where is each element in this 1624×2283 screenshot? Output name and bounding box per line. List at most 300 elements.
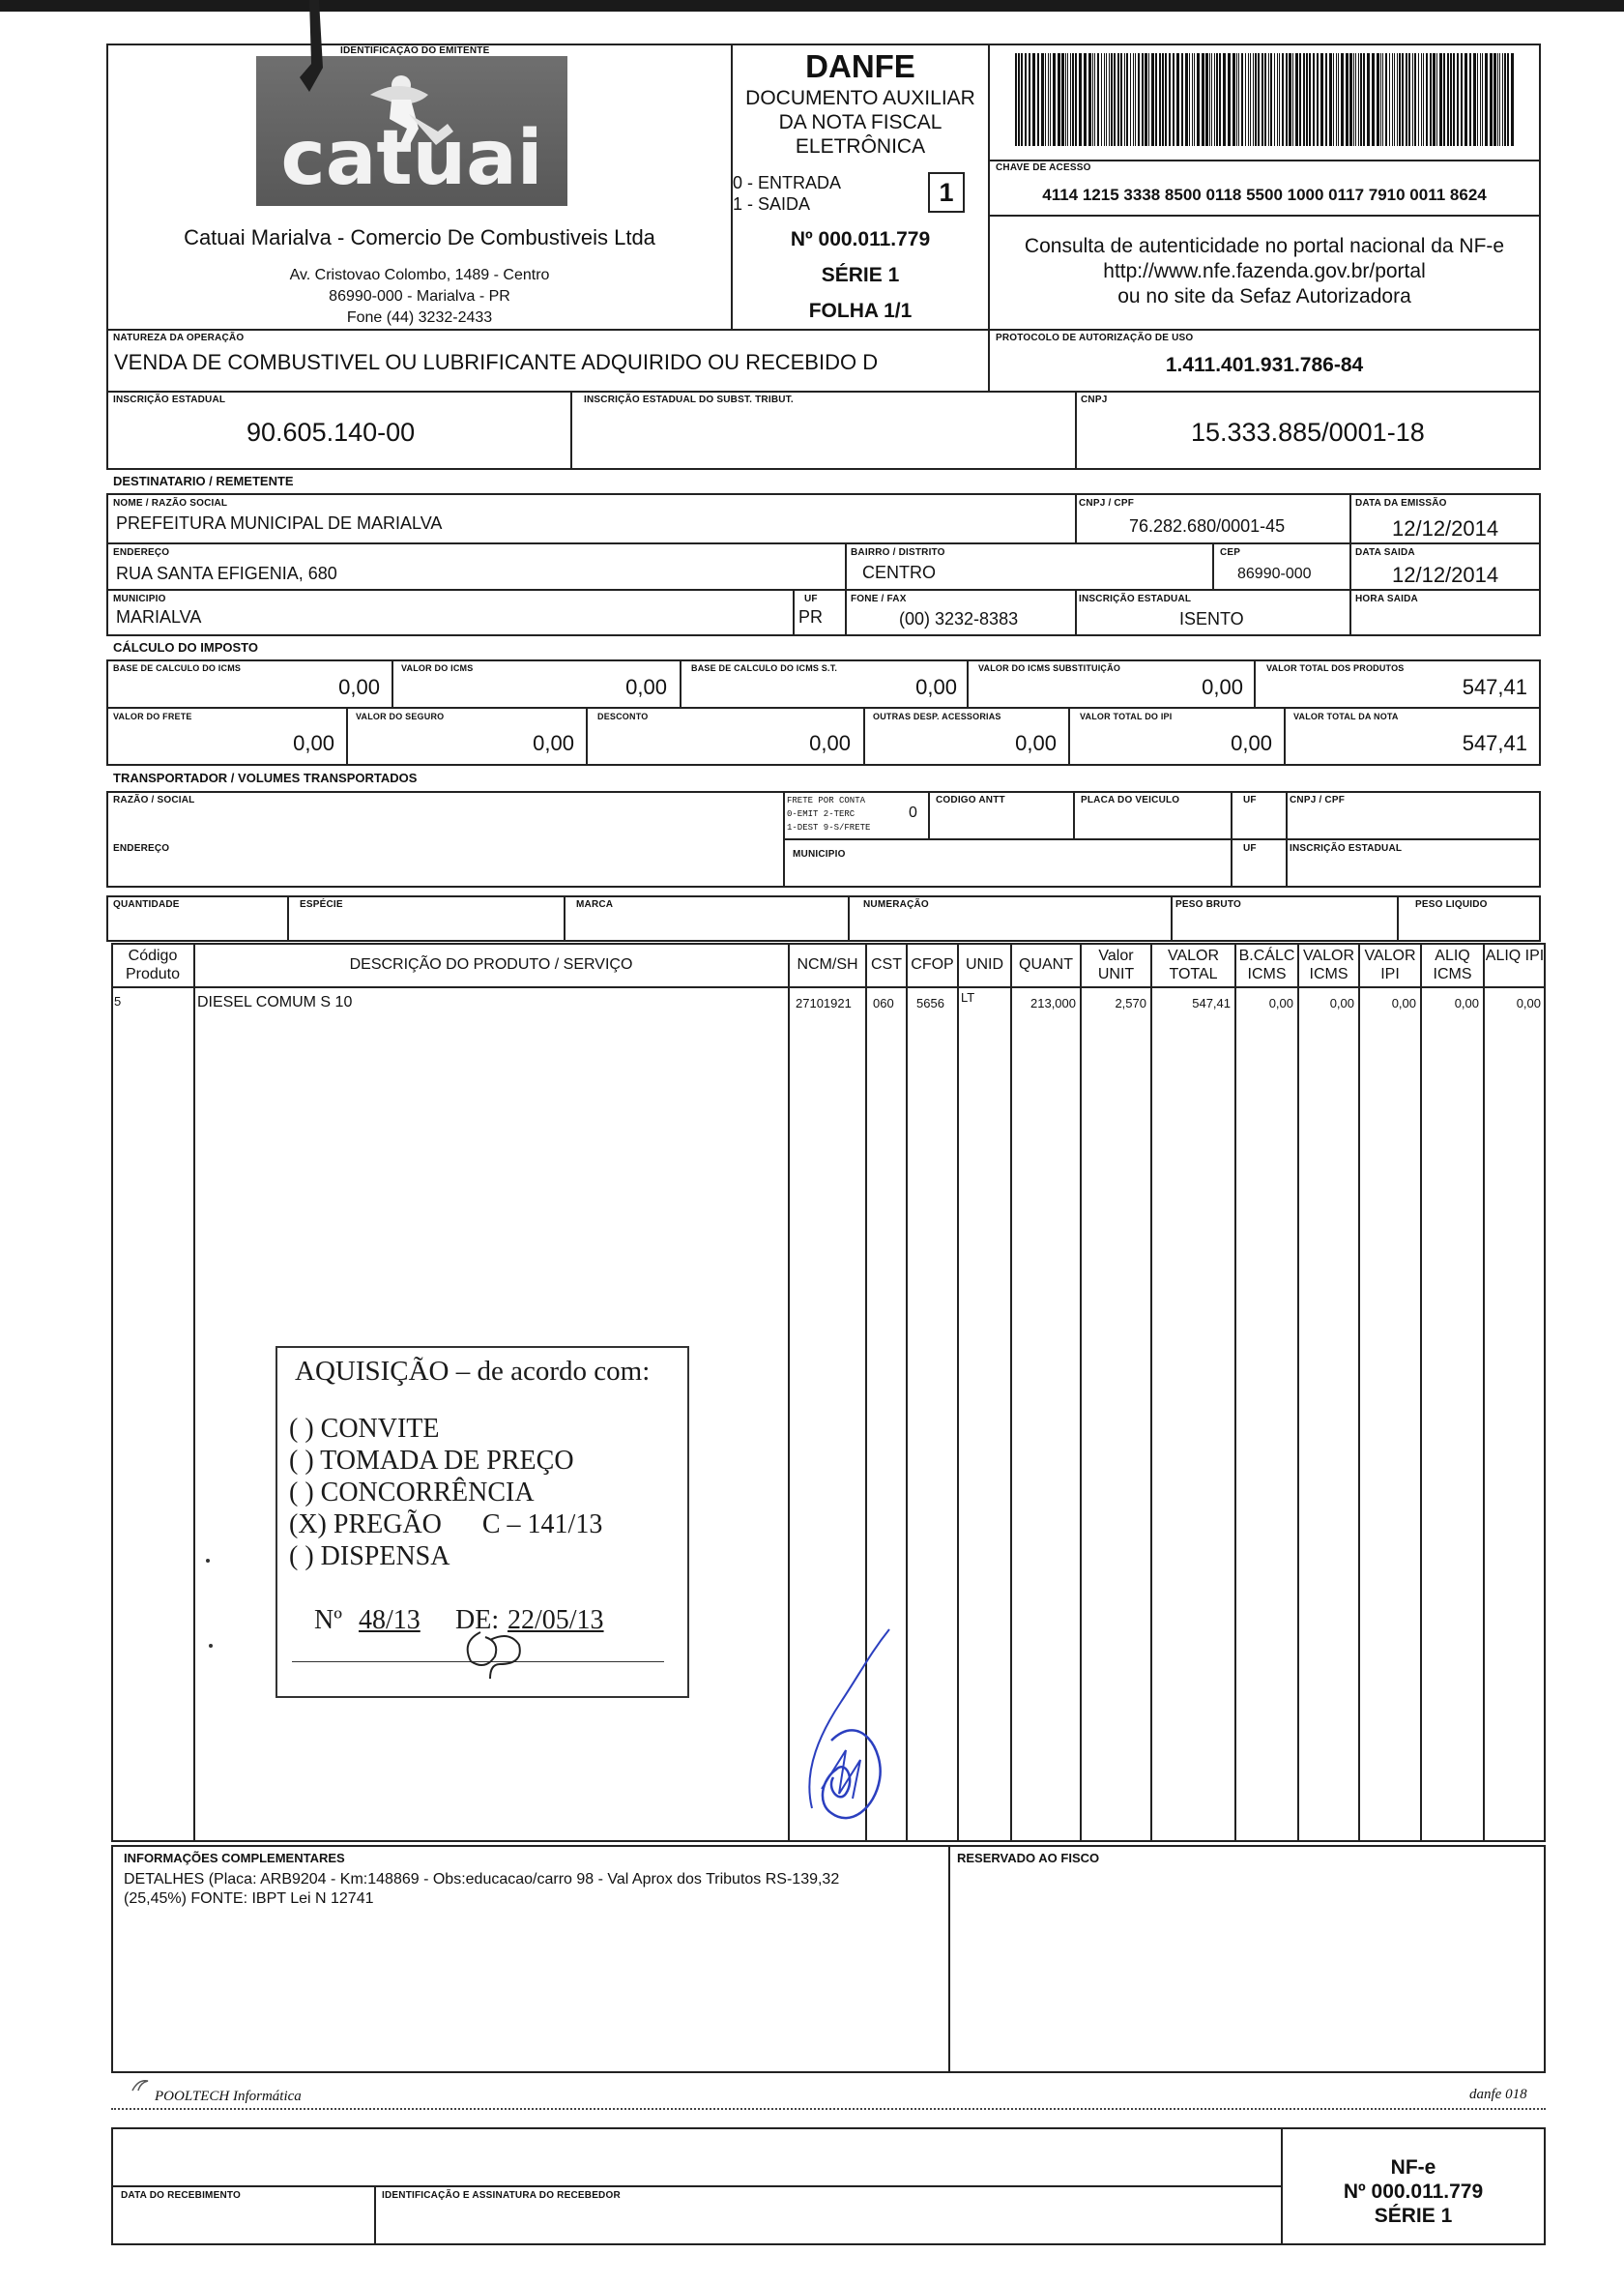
barcode-bar <box>1325 53 1327 146</box>
th-quant: QUANT <box>1019 956 1073 973</box>
barcode-bar <box>1355 53 1356 146</box>
th-unid: UNID <box>965 956 1004 973</box>
cell-ncm: 27101921 <box>796 996 852 1010</box>
prod-col-ncm <box>788 943 790 1842</box>
barcode-bar <box>1155 53 1157 146</box>
vol-col-5 <box>1397 895 1399 942</box>
th-vtotal: VALOR TOTAL <box>1167 948 1220 982</box>
dest-cnpj: 76.282.680/0001-45 <box>1129 516 1286 536</box>
dest-municipio-label: MUNICIPIO <box>113 594 166 604</box>
barcode-bar <box>1092 53 1093 146</box>
barcode-bar <box>1317 53 1319 146</box>
imp-col-6 <box>586 707 588 766</box>
barcode-bar <box>1414 53 1416 146</box>
barcode-bar <box>1477 53 1478 146</box>
barcode-bar <box>1238 53 1239 146</box>
vol-marca-label: MARCA <box>576 899 614 910</box>
dest-col-emissao <box>1349 493 1351 636</box>
chave-value: 4114 1215 3338 8500 0118 5500 1000 0117 7910 0011 8624 <box>1042 186 1487 204</box>
transp-frete-line-2: 0-EMIT 2-TERC <box>787 809 856 819</box>
danfe-numero: Nº 000.011.779 <box>790 228 931 250</box>
cell-vtotal: 547,41 <box>1192 996 1231 1010</box>
barcode-bar <box>1397 53 1398 146</box>
barcode-bar <box>1045 53 1046 146</box>
barcode-bar <box>1433 53 1436 146</box>
barcode-bar <box>1336 53 1337 146</box>
cell-bcalc: 0,00 <box>1268 996 1293 1010</box>
barcode-bar <box>1380 53 1381 146</box>
barcode-bar <box>1430 53 1432 146</box>
dest-cep-label: CEP <box>1220 547 1241 558</box>
barcode-bar <box>1329 53 1332 146</box>
receipt-numero: Nº 000.011.779 <box>1343 2181 1484 2203</box>
barcode-bar <box>1382 53 1383 146</box>
transp-col-placa <box>1073 791 1075 839</box>
barcode-bar <box>1037 53 1039 146</box>
frete-value: 0,00 <box>293 731 334 755</box>
imp-col-4 <box>1254 659 1256 708</box>
barcode-bar <box>1274 53 1275 146</box>
prod-col-quant <box>1010 943 1012 1842</box>
th-vicms: VALOR ICMS <box>1302 948 1355 982</box>
receipt-nfe: NF-e <box>1390 2156 1436 2179</box>
imp-col-1 <box>392 659 393 708</box>
barcode-bar <box>1320 53 1323 146</box>
barcode-bar <box>1406 53 1407 146</box>
barcode-bar <box>1457 53 1459 146</box>
danfe-subtitle-1: DOCUMENTO AUXILIAR <box>745 87 975 109</box>
prod-col-vicms <box>1297 943 1299 1842</box>
barcode-bar <box>1162 53 1164 146</box>
dest-uf: PR <box>798 607 824 627</box>
danfe-title: DANFE <box>805 48 915 84</box>
company-name: Catuai Marialva - Comercio De Combustiveis Ltda <box>184 225 655 249</box>
th-aipi: ALIQ IPI <box>1485 948 1545 964</box>
stamp-pregao: (X) PREGÃO C – 141/13 <box>289 1509 603 1539</box>
consulta-line-1: Consulta de autenticidade no portal nacional da NF-e <box>1024 235 1505 257</box>
binder-tag-icon <box>290 0 338 106</box>
ie-label: INSCRIÇÃO ESTADUAL <box>113 395 226 405</box>
ie-value: 90.605.140-00 <box>246 418 416 447</box>
dest-col-uf <box>793 589 795 636</box>
barcode-bar <box>1360 53 1362 146</box>
dest-col-ie <box>1075 589 1077 636</box>
barcode-bar <box>1349 53 1352 146</box>
barcode-bar <box>1303 53 1305 146</box>
transp-frete-line-1: FRETE POR CONTA <box>787 796 866 805</box>
barcode-bar <box>1341 53 1344 146</box>
cell-vipi: 0,00 <box>1391 996 1416 1010</box>
cell-codigo: 5 <box>114 994 122 1009</box>
vol-col-1 <box>287 895 289 942</box>
barcode-bar <box>1250 53 1251 146</box>
barcode-bar <box>1130 53 1131 146</box>
transp-frete-line-3: 1-DEST 9-S/FRETE <box>787 823 871 833</box>
destinatario-section: DESTINATARIO / REMETENTE <box>113 474 294 488</box>
pooltech-logo-icon <box>129 2077 152 2094</box>
barcode-bar <box>1117 53 1119 146</box>
dest-emissao: 12/12/2014 <box>1392 516 1499 541</box>
barcode-bar <box>1138 53 1140 146</box>
danfe-subtitle-2: DA NOTA FISCAL <box>778 111 942 133</box>
barcode-bar <box>1385 53 1387 146</box>
dest-col-cnpj <box>1075 493 1077 543</box>
seguro-label: VALOR DO SEGURO <box>356 712 445 721</box>
dest-fone: (00) 3232-8383 <box>899 609 1019 629</box>
protocolo-label: PROTOCOLO DE AUTORIZAÇÃO DE USO <box>996 333 1194 343</box>
transp-uf-label: UF <box>1243 795 1257 805</box>
emitente-cnpj-label: CNPJ <box>1081 395 1108 405</box>
barcode-bar <box>1173 53 1174 146</box>
company-cep-city: 86990-000 - Marialva - PR <box>329 288 510 305</box>
th-bcalc: B.CÁLC ICMS <box>1238 948 1295 982</box>
vol-col-3 <box>848 895 850 942</box>
dest-endereco-label: ENDEREÇO <box>113 547 170 558</box>
danfe-subtitle-3: ELETRÔNICA <box>795 135 926 158</box>
barcode-bar <box>1306 53 1308 146</box>
prod-col-desc <box>193 943 195 1842</box>
barcode-bar <box>1142 53 1144 146</box>
barcode <box>1015 53 1518 146</box>
barcode-bar <box>1292 53 1293 146</box>
natureza-value: VENDA DE COMBUSTIVEL OU LUBRIFICANTE ADQUIRIDO OU RECEBIDO D <box>114 350 879 374</box>
outras-value: 0,00 <box>1015 731 1057 755</box>
barcode-bar <box>1461 53 1463 146</box>
barcode-bar <box>1482 53 1483 146</box>
assinatura-label: IDENTIFICAÇÃO E ASSINATURA DO RECEBEDOR <box>382 2190 621 2201</box>
transp-cnpj-label: CNPJ / CPF <box>1290 795 1346 805</box>
vol-peso-liquido-label: PESO LIQUIDO <box>1415 899 1488 910</box>
barcode-bar <box>1392 53 1393 146</box>
barcode-bar <box>1219 53 1221 146</box>
barcode-bar <box>1367 53 1370 146</box>
barcode-bar <box>1443 53 1445 146</box>
barcode-bar <box>1480 53 1481 146</box>
barcode-bar <box>1202 53 1204 146</box>
barcode-bar <box>1353 53 1354 146</box>
th-cst: CST <box>871 956 902 973</box>
seguro-value: 0,00 <box>533 731 574 755</box>
company-address: Av. Cristovao Colombo, 1489 - Centro <box>289 267 550 283</box>
prod-col-aipi <box>1483 943 1485 1842</box>
barcode-bar <box>1394 53 1395 146</box>
barcode-bar <box>1295 53 1298 146</box>
dest-ie-label: INSCRIÇÃO ESTADUAL <box>1079 594 1192 604</box>
th-ncm: NCM/SH <box>797 956 858 973</box>
stamp-convite: ( ) CONVITE <box>289 1414 440 1444</box>
dest-saida: 12/12/2014 <box>1392 563 1499 587</box>
imposto-section: CÁLCULO DO IMPOSTO <box>113 640 258 655</box>
th-vunit: Valor UNIT <box>1097 948 1135 982</box>
cell-unid: LT <box>961 990 975 1005</box>
barcode-bar <box>1169 53 1171 146</box>
info-section: INFORMAÇÕES COMPLEMENTARES <box>124 1851 345 1865</box>
barcode-bar <box>1228 53 1231 146</box>
barcode-bar <box>1490 53 1493 146</box>
consulta-line-2: http://www.nfe.fazenda.gov.br/portal <box>1103 260 1426 282</box>
transp-endereco-label: ENDEREÇO <box>113 843 170 854</box>
imp-col-8 <box>1068 707 1070 766</box>
info-line-1: DETALHES (Placa: ARB9204 - Km:148869 - Obs:educacao/carro 98 - Val Aprox dos Tributos RS-139,32 <box>124 1871 840 1888</box>
dest-saida-label: DATA SAIDA <box>1355 547 1415 558</box>
barcode-bar <box>1248 53 1249 146</box>
barcode-bar <box>1426 53 1428 146</box>
barcode-bar <box>1223 53 1226 146</box>
valor-icms-label: VALOR DO ICMS <box>401 663 474 673</box>
barcode-bar <box>1421 53 1422 146</box>
dest-col-fone <box>845 589 847 636</box>
barcode-bar <box>1104 53 1105 146</box>
cell-aicms: 0,00 <box>1454 996 1479 1010</box>
danfe-tipo-box <box>928 172 965 213</box>
barcode-bar <box>1268 53 1269 146</box>
barcode-bar <box>1176 53 1179 146</box>
barcode-bar <box>1236 53 1237 146</box>
base-icms-value: 0,00 <box>338 675 380 699</box>
cell-vunit: 2,570 <box>1115 996 1146 1010</box>
dest-row-line-2 <box>106 589 1541 591</box>
total-nota-value: 547,41 <box>1462 731 1527 755</box>
transp-municipio-label: MUNICIPIO <box>793 849 846 860</box>
valor-icms-value: 0,00 <box>625 675 667 699</box>
barcode-bar <box>1507 53 1509 146</box>
transp-col-cnpj <box>1286 791 1288 888</box>
barcode-bar <box>1165 53 1167 146</box>
imp-col-9 <box>1284 707 1286 766</box>
barcode-bar <box>1408 53 1410 146</box>
dest-cep: 86990-000 <box>1237 566 1312 582</box>
barcode-bar <box>1194 53 1195 146</box>
barcode-bar <box>1358 53 1359 146</box>
barcode-bar <box>1216 53 1218 146</box>
barcode-bar <box>1346 53 1348 146</box>
ipi-label: VALOR TOTAL DO IPI <box>1080 712 1173 721</box>
software-credit: POOLTECH Informática <box>155 2089 302 2104</box>
barcode-bar <box>1135 53 1136 146</box>
company-phone: Fone (44) 3232-2433 <box>346 309 493 326</box>
frete-label: VALOR DO FRETE <box>113 712 192 721</box>
imp-col-7 <box>863 707 865 766</box>
barcode-bar <box>1286 53 1288 146</box>
dest-cnpj-label: CNPJ / CPF <box>1079 498 1135 509</box>
barcode-bar <box>1041 53 1044 146</box>
barcode-bar <box>1447 53 1449 146</box>
barcode-bar <box>1499 53 1500 146</box>
total-prod-value: 547,41 <box>1462 675 1527 699</box>
cell-descricao: DIESEL COMUM S 10 <box>197 994 353 1010</box>
barcode-bar <box>1050 53 1051 146</box>
desconto-label: DESCONTO <box>597 712 649 721</box>
barcode-bar <box>1436 53 1437 146</box>
barcode-bar <box>1504 53 1506 146</box>
barcode-bar <box>1473 53 1476 146</box>
emitente-section-label: IDENTIFICAÇÃO DO EMITENTE <box>340 45 490 56</box>
receipt-serie: SÉRIE 1 <box>1374 2205 1453 2227</box>
dest-hora-label: HORA SAIDA <box>1355 594 1418 604</box>
barcode-bar <box>1189 53 1190 146</box>
cell-vicms: 0,00 <box>1329 996 1354 1010</box>
stamp-dispensa: ( ) DISPENSA <box>289 1541 450 1571</box>
prod-col-unid <box>957 943 959 1842</box>
barcode-bar <box>1262 53 1263 146</box>
emitente-cnpj-value: 15.333.885/0001-18 <box>1191 418 1425 447</box>
barcode-bar <box>1111 53 1113 146</box>
barcode-bar <box>1048 53 1049 146</box>
barcode-bar <box>1372 53 1375 146</box>
barcode-bar <box>1067 53 1068 146</box>
logo-text: catuai <box>280 115 543 202</box>
imp-col-3 <box>967 659 969 708</box>
stamp-dot-2 <box>209 1644 213 1648</box>
danfe-tipo-value: 1 <box>939 178 954 207</box>
stamp-data-label: DE: <box>455 1605 500 1635</box>
chave-label: CHAVE DE ACESSO <box>996 162 1091 173</box>
receipt-col-sign <box>374 2185 376 2245</box>
valor-st-value: 0,00 <box>1202 675 1243 699</box>
desconto-value: 0,00 <box>809 731 851 755</box>
barcode-bar <box>1124 53 1125 146</box>
barcode-bar <box>1377 53 1379 146</box>
dest-bairro: CENTRO <box>862 563 936 582</box>
dest-col-bairro <box>845 542 847 589</box>
barcode-bar <box>1412 53 1413 146</box>
transp-ie-label: INSCRIÇÃO ESTADUAL <box>1290 843 1403 854</box>
cut-line <box>111 2108 1546 2110</box>
transp-col-uf <box>1231 791 1232 888</box>
danfe-saida: 1 - SAIDA <box>733 194 811 214</box>
prod-col-vtotal <box>1150 943 1152 1842</box>
transp-placa-label: PLACA DO VEICULO <box>1081 795 1180 805</box>
barcode-bar <box>1277 53 1278 146</box>
natureza-label: NATUREZA DA OPERAÇÃO <box>113 333 245 343</box>
vol-col-2 <box>564 895 566 942</box>
barcode-bar <box>1245 53 1246 146</box>
transp-antt-label: CODIGO ANTT <box>936 795 1005 805</box>
base-icms-label: BASE DE CALCULO DO ICMS <box>113 663 242 673</box>
th-codigo: Código Produto <box>125 948 181 982</box>
cell-aipi: 0,00 <box>1516 996 1541 1010</box>
stamp-title: AQUISIÇÃO – de acordo com: <box>295 1356 651 1387</box>
dest-municipio: MARIALVA <box>116 607 202 627</box>
stamp-dot-1 <box>206 1559 210 1563</box>
vol-numeracao-label: NUMERAÇÃO <box>863 899 929 910</box>
barcode-bar <box>1418 53 1419 146</box>
outras-label: OUTRAS DESP. ACESSORIAS <box>873 712 1001 721</box>
dest-ie: ISENTO <box>1179 609 1244 629</box>
dest-fone-label: FONE / FAX <box>851 594 907 604</box>
vol-peso-bruto-label: PESO BRUTO <box>1175 899 1241 910</box>
prod-col-vunit <box>1080 943 1082 1842</box>
barcode-bar <box>1065 53 1066 146</box>
barcode-bar <box>1015 53 1017 146</box>
chave-divider-2 <box>988 215 1541 217</box>
barcode-bar <box>1072 53 1074 146</box>
imposto-row-line <box>106 707 1541 709</box>
dest-endereco: RUA SANTA EFIGENIA, 680 <box>116 564 337 583</box>
danfe-serie: SÉRIE 1 <box>821 264 900 286</box>
ie-st-label: INSCRIÇÃO ESTADUAL DO SUBST. TRIBUT. <box>584 395 794 405</box>
barcode-bar <box>1289 53 1291 146</box>
consulta-line-3: ou no site da Sefaz Autorizadora <box>1117 285 1411 307</box>
protocolo-value: 1.411.401.931.786-84 <box>1165 354 1364 376</box>
barcode-bar <box>1088 53 1091 146</box>
dest-nome-label: NOME / RAZÃO SOCIAL <box>113 498 228 509</box>
th-cfop: CFOP <box>911 956 954 973</box>
transp-row-line <box>783 838 1541 840</box>
cell-cst: 060 <box>873 996 894 1010</box>
barcode-bar <box>1075 53 1077 146</box>
barcode-bar <box>1299 53 1301 146</box>
dest-uf-label: UF <box>804 594 818 604</box>
stamp-data: 22/05/13 <box>508 1605 604 1635</box>
dest-bairro-label: BAIRRO / DISTRITO <box>851 547 945 558</box>
recebimento-label: DATA DO RECEBIMENTO <box>121 2190 241 2201</box>
barcode-bar <box>1145 53 1147 146</box>
barcode-bar <box>1453 53 1455 146</box>
barcode-bar <box>1106 53 1107 146</box>
barcode-bar <box>1338 53 1339 146</box>
danfe-entrada: 0 - ENTRADA <box>733 173 842 192</box>
prod-col-bcalc <box>1234 943 1236 1842</box>
info-line-2: (25,45%) FONTE: IBPT Lei N 12741 <box>124 1890 374 1907</box>
barcode-bar <box>1197 53 1200 146</box>
vol-quantidade-label: QUANTIDADE <box>113 899 180 910</box>
barcode-bar <box>1282 53 1284 146</box>
barcode-bar <box>1389 53 1390 146</box>
barcode-bar <box>1159 53 1161 146</box>
barcode-bar <box>1450 53 1452 146</box>
th-aicms: ALIQ ICMS <box>1433 948 1472 982</box>
barcode-bar <box>1270 53 1272 146</box>
barcode-bar <box>1181 53 1183 146</box>
barcode-bar <box>1094 53 1095 146</box>
barcode-bar <box>1029 53 1030 146</box>
barcode-bar <box>1084 53 1087 146</box>
vol-col-4 <box>1171 895 1173 942</box>
barcode-bar <box>1485 53 1488 146</box>
transp-razao-label: RAZÃO / SOCIAL <box>113 795 195 805</box>
barcode-bar <box>1032 53 1035 146</box>
dest-row-line-1 <box>106 542 1541 544</box>
dest-col-cep <box>1212 542 1214 589</box>
barcode-bar <box>1151 53 1154 146</box>
barcode-bar <box>1264 53 1266 146</box>
barcode-bar <box>1494 53 1496 146</box>
fisco-label: RESERVADO AO FISCO <box>957 1851 1100 1865</box>
transp-col-antt <box>928 791 930 839</box>
barcode-bar <box>1120 53 1122 146</box>
valor-st-label: VALOR DO ICMS SUBSTITUIÇÃO <box>978 663 1121 673</box>
transp-frete-value: 0 <box>909 805 917 821</box>
barcode-bar <box>1114 53 1116 146</box>
dest-emissao-label: DATA DA EMISSÃO <box>1355 498 1447 509</box>
barcode-bar <box>1185 53 1188 146</box>
barcode-bar <box>1469 53 1471 146</box>
barcode-bar <box>1402 53 1404 146</box>
barcode-bar <box>1399 53 1401 146</box>
vol-especie-label: ESPÉCIE <box>300 899 343 910</box>
barcode-bar <box>1070 53 1071 146</box>
chave-divider-1 <box>988 160 1541 161</box>
barcode-bar <box>1101 53 1102 146</box>
barcode-bar <box>1126 53 1128 146</box>
barcode-bar <box>1205 53 1208 146</box>
total-nota-label: VALOR TOTAL DA NOTA <box>1293 712 1399 721</box>
barcode-bar <box>1253 53 1254 146</box>
transp-col-frete <box>783 791 785 888</box>
barcode-bar <box>1255 53 1257 146</box>
barcode-bar <box>1053 53 1056 146</box>
